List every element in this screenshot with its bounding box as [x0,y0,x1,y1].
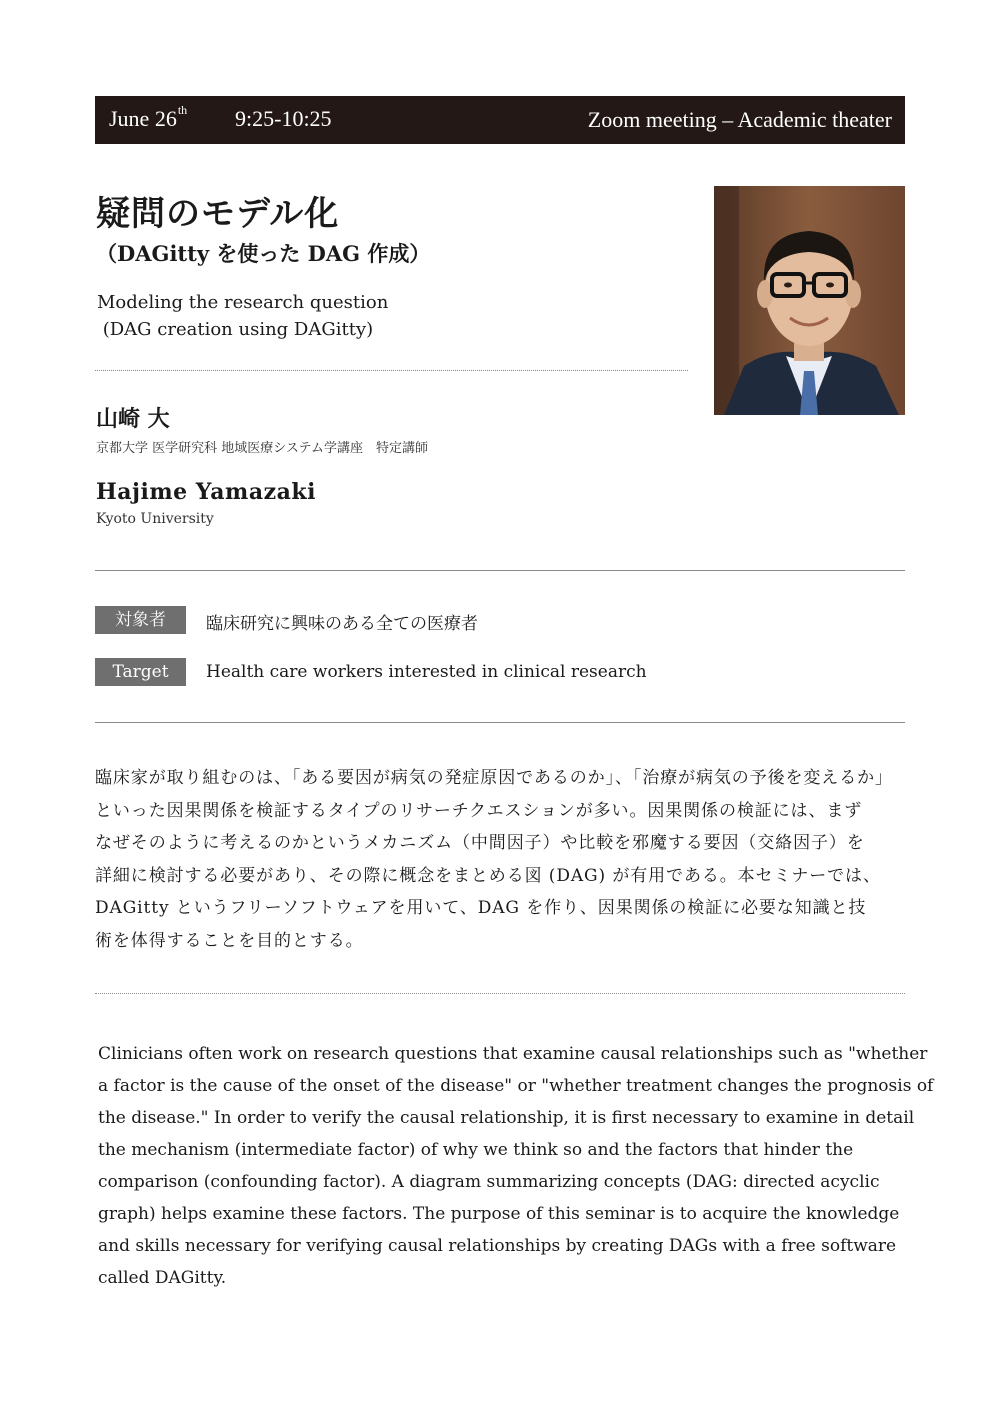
description-line: 詳細に検討する必要があり、その際に概念をまとめる図 (DAG) が有用である。本セミナーでは、 [95,865,881,886]
speaker-name-english: Hajime Yamazaki [96,479,316,505]
speaker-photo [714,186,905,415]
description-line: なぜそのように考えるのかというメカニズム（中間因子）や比較を邪魔する要因（交絡因子）を [95,833,865,853]
target-label-japanese: 対象者 [95,606,186,634]
session-header-bar [95,96,905,144]
title-japanese: 疑問のモデル化 [96,194,340,234]
description-divider [95,993,905,994]
target-text-english: Health care workers interested in clinical research [206,662,647,682]
target-label-english: Target [95,658,186,686]
description-line: a factor is the cause of the onset of the disease" or "whether treatment changes the prognosis of [98,1076,934,1096]
description-line: 臨床家が取り組むのは、「ある要因が病気の発症原因であるのか」、「治療が病気の予後を変えるか」 [95,768,893,788]
subtitle-japanese: （DAGitty を使った DAG 作成） [96,241,431,266]
description-line: DAGitty というフリーソフトウェアを用いて、DAG を作り、因果関係の検証に必要な知識と技 [95,898,867,918]
description-japanese [95,762,915,957]
target-divider [95,722,905,723]
session-venue: Zoom meeting – Academic theater [587,107,892,132]
description-english [98,1038,934,1294]
description-line: comparison (confounding factor). A diagram summarizing concepts (DAG: directed acyclic [98,1172,880,1192]
description-line: 術を体得することを目的とする。 [95,930,364,951]
speaker-affiliation-japanese: 京都大学 医学研究科 地域医療システム学講座 特定講師 [96,441,428,456]
target-text-japanese: 臨床研究に興味のある全ての医療者 [206,614,478,634]
description-line: Clinicians often work on research questions that examine causal relationships such as "whether [98,1044,928,1064]
description-line: the mechanism (intermediate factor) of why we think so and the factors that hinder the [98,1140,854,1160]
speaker-name-japanese: 山崎 大 [96,406,170,432]
speaker-affiliation-english: Kyoto University [96,511,214,527]
description-line: and skills necessary for verifying causal relationships by creating DAGs with a free software [98,1236,897,1256]
description-line: といった因果関係を検証するタイプのリサーチクエスションが多い。因果関係の検証には、まず [95,800,863,821]
date-suffix: th [177,102,188,117]
title-english: Modeling the research question (DAG creation using DAGitty) [97,292,389,340]
title-divider [95,370,688,371]
description-line: called DAGitty. [98,1268,227,1288]
session-date: June 26th [109,102,188,131]
session-time: 9:25-10:25 [235,106,332,131]
description-line: graph) helps examine these factors. The purpose of this seminar is to acquire the knowledge [98,1204,900,1224]
speaker-divider [95,570,905,571]
description-line: the disease." In order to verify the causal relationship, it is first necessary to examine in detail [98,1108,915,1128]
